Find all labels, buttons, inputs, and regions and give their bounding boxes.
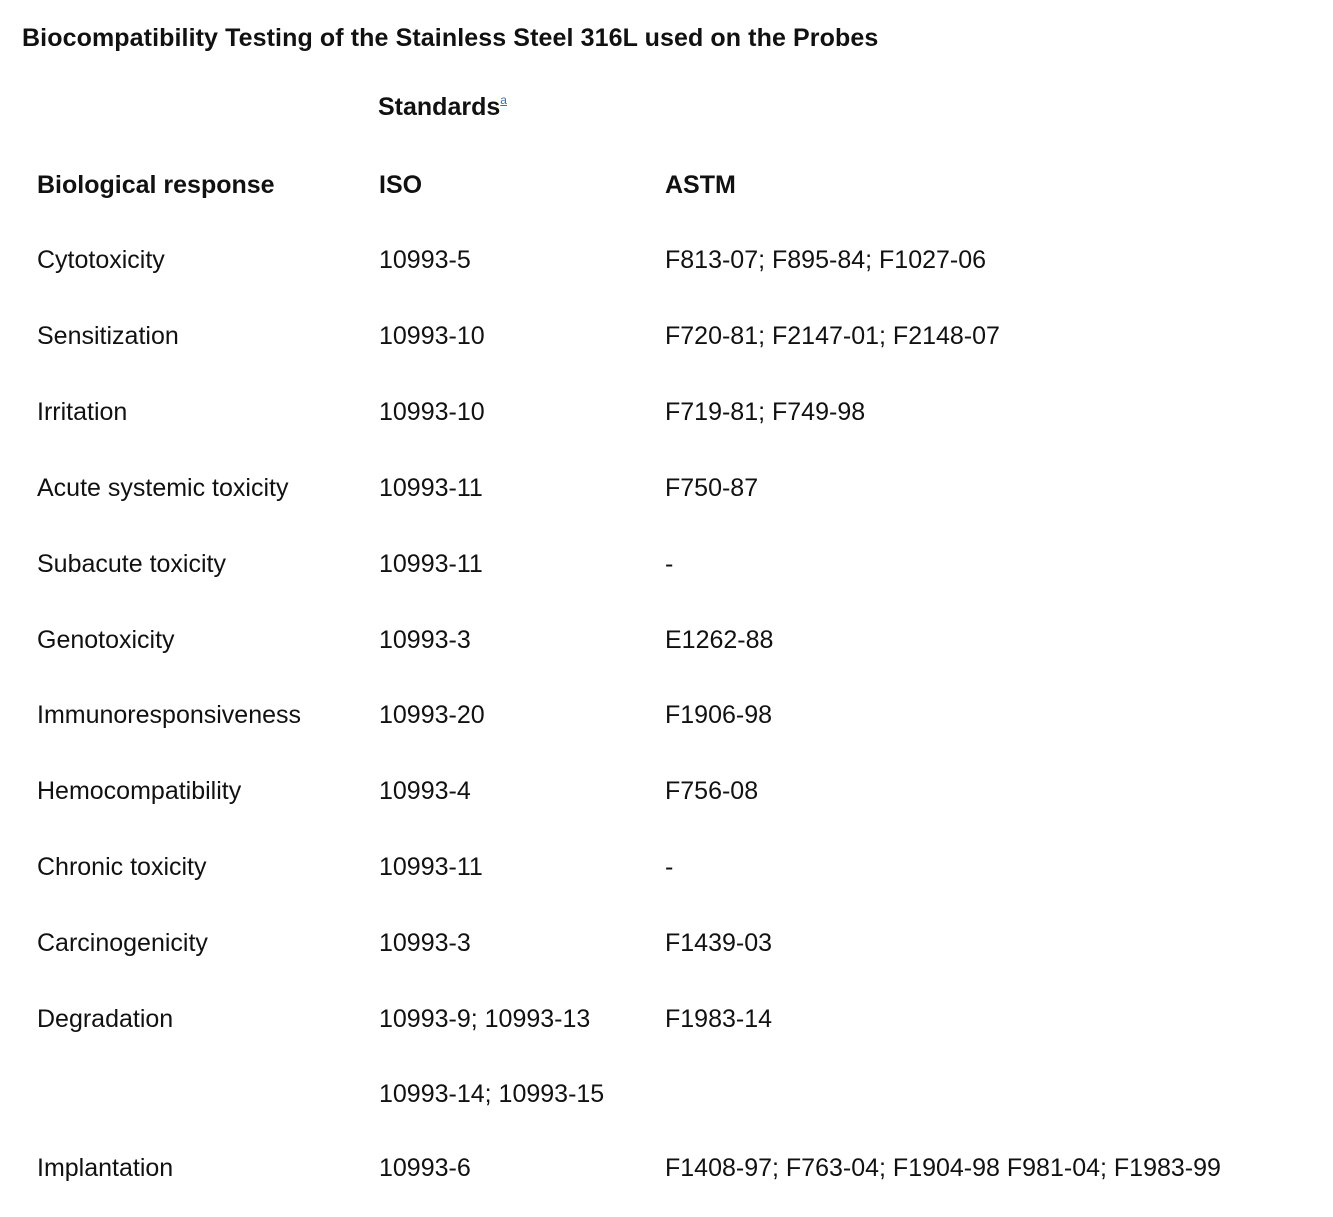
row-response: Hemocompatibility — [37, 777, 242, 805]
row-astm: F1983-14 — [665, 1005, 773, 1033]
row-astm: - — [665, 550, 674, 578]
row-response: Irritation — [37, 398, 128, 426]
row-response: Cytotoxicity — [37, 246, 165, 274]
standards-group-header — [378, 93, 507, 122]
row-response: Carcinogenicity — [37, 929, 208, 957]
row-response: Subacute toxicity — [37, 550, 226, 578]
row-response: Degradation — [37, 1005, 174, 1033]
row-iso: 10993-11 — [379, 550, 483, 578]
row-astm: F720-81; F2147-01; F2148-07 — [665, 322, 1000, 350]
row-iso: 10993-3 — [379, 626, 471, 654]
row-astm: - — [665, 853, 674, 881]
row-iso: 10993-14; 10993-15 — [379, 1080, 605, 1108]
row-iso: 10993-11 — [379, 474, 483, 502]
row-response: Acute systemic toxicity — [37, 474, 289, 502]
column-header-biological-response: Biological response — [37, 171, 275, 199]
row-astm: F750-87 — [665, 474, 759, 502]
column-header-astm: ASTM — [665, 171, 736, 199]
row-iso: 10993-6 — [379, 1154, 471, 1182]
column-header-iso: ISO — [379, 171, 423, 199]
row-astm: F756-08 — [665, 777, 759, 805]
row-response: Implantation — [37, 1154, 174, 1182]
row-astm: F719-81; F749-98 — [665, 398, 866, 426]
row-iso: 10993-4 — [379, 777, 471, 805]
row-astm: F1439-03 — [665, 929, 773, 957]
row-iso: 10993-3 — [379, 929, 471, 957]
standards-label: Standards — [378, 93, 501, 121]
row-iso: 10993-10 — [379, 322, 485, 350]
row-iso: 10993-20 — [379, 701, 485, 729]
row-iso: 10993-5 — [379, 246, 471, 274]
row-astm: F1408-97; F763-04; F1904-98 F981-04; F1983-99 — [665, 1154, 1221, 1182]
row-response: Chronic toxicity — [37, 853, 207, 881]
row-iso: 10993-11 — [379, 853, 483, 881]
row-astm: F813-07; F895-84; F1027-06 — [665, 246, 987, 274]
row-response: Immunoresponsiveness — [37, 701, 302, 729]
row-iso: 10993-10 — [379, 398, 485, 426]
row-response: Sensitization — [37, 322, 179, 350]
row-astm: E1262-88 — [665, 626, 774, 654]
standards-footnote-link[interactable]: a — [500, 93, 507, 107]
row-astm: F1906-98 — [665, 701, 773, 729]
row-iso: 10993-9; 10993-13 — [379, 1005, 591, 1033]
row-response: Genotoxicity — [37, 626, 175, 654]
document-title: Biocompatibility Testing of the Stainless Steel 316L used on the Probes — [22, 24, 879, 52]
